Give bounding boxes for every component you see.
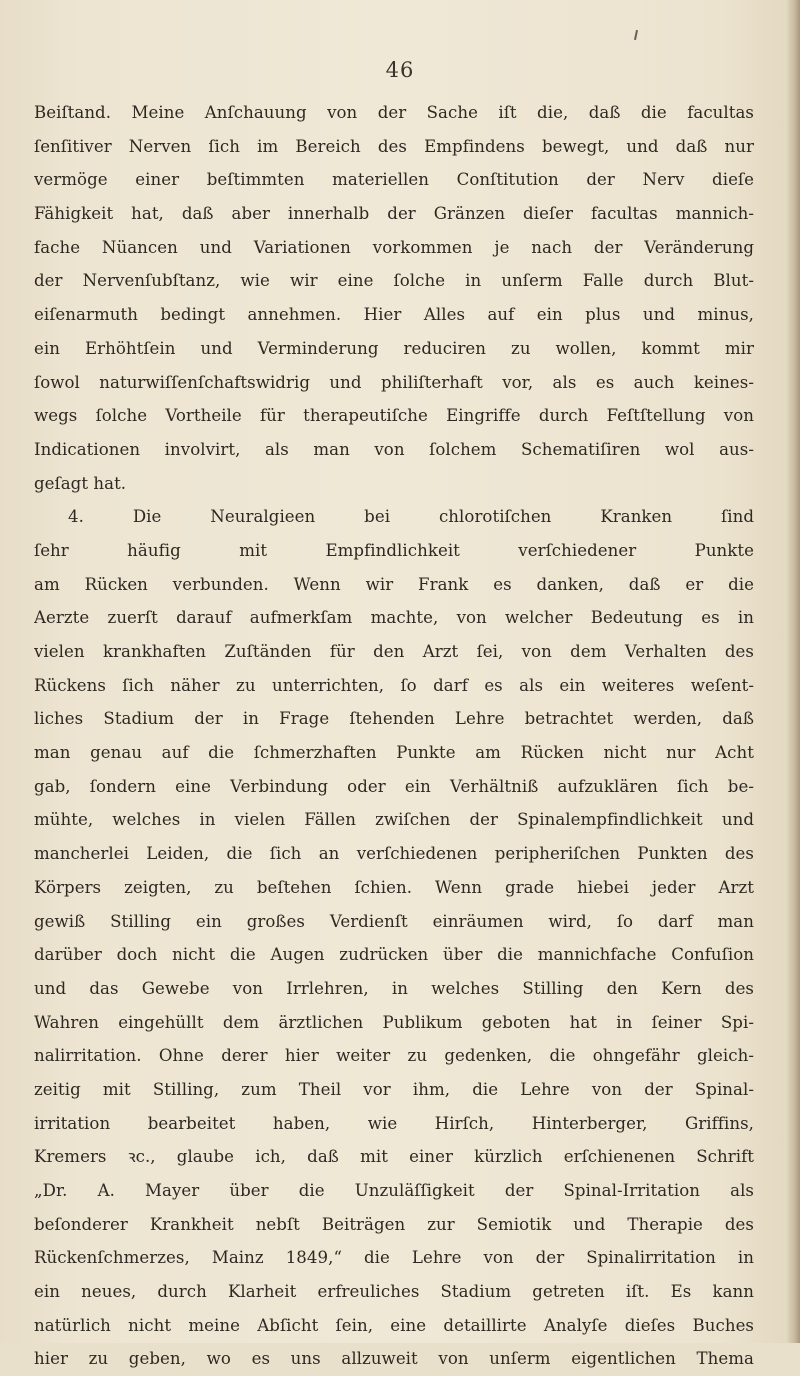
- text-line: gewiß Stilling ein großes Verdienſt einräumen wird, ſo darf man: [34, 911, 754, 931]
- text-line: ſowol naturwiſſenſchaftswidrig und philiſterhaft vor, als es auch keines-: [34, 372, 754, 392]
- text-line: Beiſtand. Meine Anſchauung von der Sache iſt die, daß die facultas: [34, 103, 754, 122]
- text-line: beſonderer Krankheit nebſt Beiträgen zur Semiotik und Therapie des: [34, 1214, 754, 1234]
- text-line: nalirritation. Ohne derer hier weiter zu gedenken, die ohngefähr gleich-: [34, 1046, 754, 1066]
- text-line: Kremers ꝛc., glaube ich, daß mit einer kürzlich erſchienenen Schrift: [34, 1147, 754, 1167]
- text-line: mancherlei Leiden, die ſich an verſchiedenen peripheriſchen Punkten des: [34, 844, 754, 864]
- text-line: ſenſitiver Nerven ſich im Bereich des Empfindens bewegt, und daß nur: [34, 136, 754, 156]
- section-heading-line: ſehr häufig mit Empfindlichkeit verſchiedener Punkte: [34, 540, 754, 560]
- text-line: Indicationen involvirt, als man von ſolchem Schematiſiren wol aus-: [34, 439, 754, 459]
- text-line: mühte, welches in vielen Fällen zwiſchen der Spinalempfindlichkeit und: [34, 810, 754, 830]
- text-line: Rückenſchmerzes, Mainz 1849,“ die Lehre von der Spinalirritation in: [34, 1248, 754, 1268]
- text-line: vielen krankhaften Zuſtänden für den Arzt ſei, von dem Verhalten des: [34, 642, 754, 661]
- text-line: geſagt hat.: [34, 473, 127, 493]
- text-line: Rückens ſich näher zu unterrichten, ſo darf es als ein weiteres weſent-: [34, 675, 754, 695]
- text-line: fache Nüancen und Variationen vorkommen je nach der Veränderung: [34, 237, 754, 257]
- text-line: Körpers zeigten, zu beſtehen ſchien. Wenn grade hiebei jeder Arzt: [34, 877, 754, 897]
- text-line: eiſenarmuth bedingt annehmen. Hier Alles auf ein plus und minus,: [34, 305, 754, 325]
- text-line: der Nervenſubſtanz, wie wir eine ſolche in unſerm Falle durch Blut-: [34, 271, 754, 291]
- text-line: darüber doch nicht die Augen zudrücken über die mannichfache Confuſion: [34, 945, 754, 965]
- text-line: irritation bearbeitet haben, wie Hirſch, Hinterberger, Griffins,: [34, 1113, 754, 1133]
- text-line: ein Erhöhtſein und Verminderung reduciren zu wollen, kommt mir: [34, 338, 754, 358]
- text-line: liches Stadium der in Frage ſtehenden Lehre betrachtet werden, daß: [34, 709, 754, 729]
- body-text: [34, 96, 754, 1376]
- text-line: zeitig mit Stilling, zum Theil vor ihm, die Lehre von der Spinal-: [34, 1079, 754, 1099]
- text-line: am Rücken verbunden. Wenn wir Frank es danken, daß er die: [34, 574, 754, 594]
- page-number: 46: [385, 58, 415, 82]
- text-line: gab, ſondern eine Verbindung oder ein Verhältniß aufzuklären ſich be-: [34, 776, 754, 796]
- section-heading-line: 4. Die Neuralgieen bei chlorotiſchen Kranken ſind: [68, 507, 754, 527]
- text-line: Fähigkeit hat, daß aber innerhalb der Gränzen dieſer facultas mannich-: [34, 204, 754, 224]
- text-line: natürlich nicht meine Abſicht ſein, eine detaillirte Analyſe dieſes Buches: [34, 1315, 754, 1335]
- text-line: und das Gewebe von Irrlehren, in welches Stilling den Kern des: [34, 978, 754, 998]
- text-line: Wahren eingehüllt dem ärztlichen Publikum geboten hat in ſeiner Spi-: [34, 1012, 754, 1032]
- text-line: vermöge einer beſtimmten materiellen Conſtitution der Nerv dieſe: [34, 170, 754, 190]
- stray-ink-mark: [634, 30, 638, 40]
- text-line: wegs ſolche Vortheile für therapeutiſche Eingriffe durch Feſtſtellung von: [34, 406, 754, 426]
- text-line: ein neues, durch Klarheit erfreuliches Stadium getreten iſt. Es kann: [34, 1282, 754, 1302]
- text-line: Aerzte zuerſt darauf aufmerkſam machte, von welcher Bedeutung es in: [34, 608, 754, 628]
- text-line: „Dr. A. Mayer über die Unzuläſſigkeit der Spinal-Irritation als: [34, 1181, 754, 1200]
- text-line: hier zu geben, wo es uns allzuweit von unſerm eigentlichen Thema: [34, 1349, 754, 1369]
- page-edge-shadow: [786, 0, 800, 1343]
- text-line: man genau auf die ſchmerzhaften Punkte am Rücken nicht nur Acht: [34, 743, 754, 763]
